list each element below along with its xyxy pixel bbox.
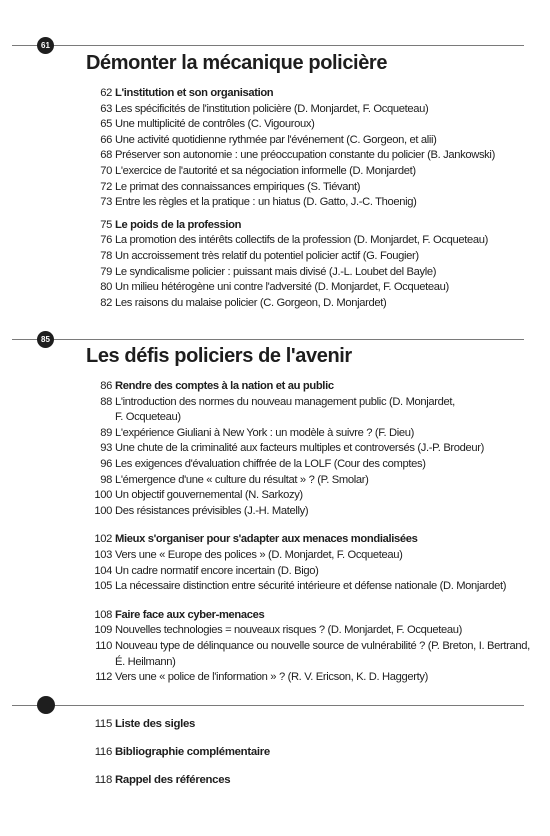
page-number: 63 xyxy=(100,102,112,115)
heading-text: L'institution et son organisation xyxy=(115,87,274,99)
entry-text: Le syndicalisme policier : puissant mais divisé (J.-L. Loubet del Bayle) xyxy=(115,265,437,278)
toc-entry[interactable] xyxy=(86,579,528,595)
heading-text: Le poids de la profession xyxy=(115,218,242,231)
page-number: 89 xyxy=(100,426,112,439)
group-spacer xyxy=(86,519,528,532)
toc-group-heading[interactable] xyxy=(86,218,528,234)
page-number: 88 xyxy=(100,395,112,408)
entry-text: Vers une « police de l'information » ? (R. V. Ericson, K. D. Haggerty) xyxy=(115,671,429,684)
page-number: 78 xyxy=(100,249,112,262)
entry-text: Les spécificités de l'institution policière (D. Monjardet, F. Ocqueteau) xyxy=(115,102,429,115)
entry-text: L'émergence d'une « culture du résultat » ? (P. Smolar) xyxy=(115,473,369,486)
entry-text: L'expérience Giuliani à New York : un modèle à suivre ? (F. Dieu) xyxy=(115,426,415,439)
toc-entry[interactable] xyxy=(86,180,528,196)
entry-text: Nouveau type de délinquance ou nouvelle source de vulnérabilité ? (P. Breton, I. Bertrand, xyxy=(115,639,530,652)
page-number: 62 xyxy=(100,87,112,99)
toc-entry[interactable] xyxy=(86,195,528,211)
entry-text: Un cadre normatif encore incertain (D. Bigo) xyxy=(115,564,319,577)
annex-label: Bibliographie complémentaire xyxy=(115,746,270,758)
entry-text: La promotion des intérêts collectifs de la profession (D. Monjardet, F. Ocqueteau) xyxy=(115,234,489,247)
entry-text: Un accroissement très relatif du potentiel policier actif (G. Fougier) xyxy=(115,249,419,262)
toc-entry[interactable] xyxy=(86,133,528,149)
entry-text: L'exercice de l'autorité et sa négociation informelle (D. Monjardet) xyxy=(115,164,416,177)
toc-entry[interactable] xyxy=(86,639,528,655)
page-number: 109 xyxy=(94,624,112,637)
toc-entry[interactable] xyxy=(86,249,528,265)
entry-text: Une multiplicité de contrôles (C. Vigouroux) xyxy=(115,118,315,131)
toc-entry[interactable] xyxy=(86,564,528,580)
page-number: 98 xyxy=(100,473,112,486)
entry-text: L'introduction des normes du nouveau management public (D. Monjardet, xyxy=(115,395,455,408)
entry-continuation: É. Heilmann) xyxy=(115,655,176,668)
page-number: 102 xyxy=(94,533,112,546)
section-rule xyxy=(12,45,524,46)
toc-entry[interactable] xyxy=(86,280,528,296)
page-number: 73 xyxy=(100,196,112,209)
entry-text: Une chute de la criminalité aux facteurs multiples et controversés (J.-P. Brodeur) xyxy=(115,442,485,455)
page-number: 76 xyxy=(100,234,112,247)
entry-text: La nécessaire distinction entre sécurité intérieure et défense nationale (D. Monjardet) xyxy=(115,580,507,593)
page-number: 82 xyxy=(100,296,112,309)
annex-label: Liste des sigles xyxy=(115,718,196,730)
page-number: 110 xyxy=(95,639,112,652)
page-number: 108 xyxy=(94,608,112,621)
toc-group xyxy=(86,379,528,519)
annex-entry[interactable] xyxy=(86,774,230,786)
toc-entry[interactable] xyxy=(86,148,528,164)
page-number: 115 xyxy=(94,718,112,730)
page-number: 66 xyxy=(100,133,112,146)
toc-entry[interactable] xyxy=(86,488,528,504)
entry-text: Des résistances prévisibles (J.-H. Matelly) xyxy=(115,504,309,517)
entry-text: Un objectif gouvernemental (N. Sarkozy) xyxy=(115,489,303,502)
toc-group-heading[interactable] xyxy=(86,379,528,395)
toc-group-heading[interactable] xyxy=(86,608,528,624)
section-rule xyxy=(12,339,524,340)
group-spacer xyxy=(86,211,528,218)
toc-entry[interactable] xyxy=(86,670,528,686)
toc-section-2 xyxy=(86,379,528,686)
heading-text: Rendre des comptes à la nation et au public xyxy=(115,380,334,392)
page-number: 116 xyxy=(94,746,112,758)
page-number: 105 xyxy=(94,580,112,593)
toc-group xyxy=(86,532,528,594)
toc-entry[interactable] xyxy=(86,164,528,180)
page-number: 104 xyxy=(94,564,112,577)
section-badge: 85 xyxy=(37,331,54,348)
page-number: 112 xyxy=(95,671,112,684)
section-badge: 61 xyxy=(37,37,54,54)
entry-text: Préserver son autonomie : une préoccupation constante du policier (B. Jankowski) xyxy=(115,149,495,162)
annex-label: Rappel des références xyxy=(115,774,231,786)
annex-entry[interactable] xyxy=(86,718,195,730)
toc-entry[interactable] xyxy=(86,623,528,639)
section-title: Démonter la mécanique policière xyxy=(86,52,388,74)
page-number: 70 xyxy=(100,164,112,177)
entry-text: Un milieu hétérogène uni contre l'adversité (D. Monjardet, F. Ocqueteau) xyxy=(115,281,449,294)
toc-group-heading[interactable] xyxy=(86,532,528,548)
toc-group-heading[interactable] xyxy=(86,86,528,102)
page-number: 103 xyxy=(94,548,112,561)
group-spacer xyxy=(86,595,528,608)
section-rule xyxy=(12,705,524,706)
toc-entry[interactable] xyxy=(86,265,528,281)
heading-text: Mieux s'organiser pour s'adapter aux menaces mondialisées xyxy=(115,533,418,546)
page-number: 65 xyxy=(100,118,112,131)
heading-text: Faire face aux cyber-menaces xyxy=(115,608,265,621)
toc-entry[interactable] xyxy=(86,426,528,442)
entry-text: Nouvelles technologies = nouveaux risques ? (D. Monjardet, F. Ocqueteau) xyxy=(115,624,462,637)
section-dot xyxy=(37,696,55,714)
page-number: 93 xyxy=(100,442,112,455)
entry-text: Les exigences d'évaluation chiffrée de la LOLF (Cour des comptes) xyxy=(115,457,426,470)
annex-entry[interactable] xyxy=(86,746,270,758)
page-number: 100 xyxy=(94,504,112,517)
toc-entry[interactable] xyxy=(86,457,528,473)
page-number: 86 xyxy=(100,380,112,392)
page-number: 118 xyxy=(94,774,112,786)
toc-entry[interactable] xyxy=(86,102,528,118)
entry-continuation: F. Ocqueteau) xyxy=(115,411,181,424)
page-number: 79 xyxy=(100,265,112,278)
toc-entry[interactable] xyxy=(86,473,528,489)
toc-entry[interactable] xyxy=(86,441,528,457)
entry-text: Entre les règles et la pratique : un hiatus (D. Gatto, J.-C. Thoenig) xyxy=(115,196,417,209)
toc-entry[interactable] xyxy=(86,117,528,133)
page-number: 96 xyxy=(100,457,112,470)
toc-group xyxy=(86,86,528,211)
toc-entry[interactable] xyxy=(86,233,528,249)
entry-text: Vers une « Europe des polices » (D. Monjardet, F. Ocqueteau) xyxy=(115,548,403,561)
toc-entry[interactable] xyxy=(86,296,528,312)
toc-entry[interactable] xyxy=(86,548,528,564)
entry-text: Les raisons du malaise policier (C. Gorgeon, D. Monjardet) xyxy=(115,296,387,309)
page-number: 80 xyxy=(100,281,112,294)
toc-group xyxy=(86,608,528,686)
toc-entry[interactable] xyxy=(86,504,528,520)
entry-text: Le primat des connaissances empiriques (S. Tiévant) xyxy=(115,180,361,193)
toc-entry[interactable] xyxy=(86,395,528,411)
section-title: Les défis policiers de l'avenir xyxy=(86,345,352,367)
page-number: 68 xyxy=(100,149,112,162)
toc-group xyxy=(86,218,528,312)
page-number: 100 xyxy=(94,489,112,502)
toc-section-1 xyxy=(86,86,528,311)
entry-text: Une activité quotidienne rythmée par l'événement (C. Gorgeon, et alii) xyxy=(115,133,437,146)
page-number: 75 xyxy=(100,218,112,231)
page-number: 72 xyxy=(100,180,112,193)
